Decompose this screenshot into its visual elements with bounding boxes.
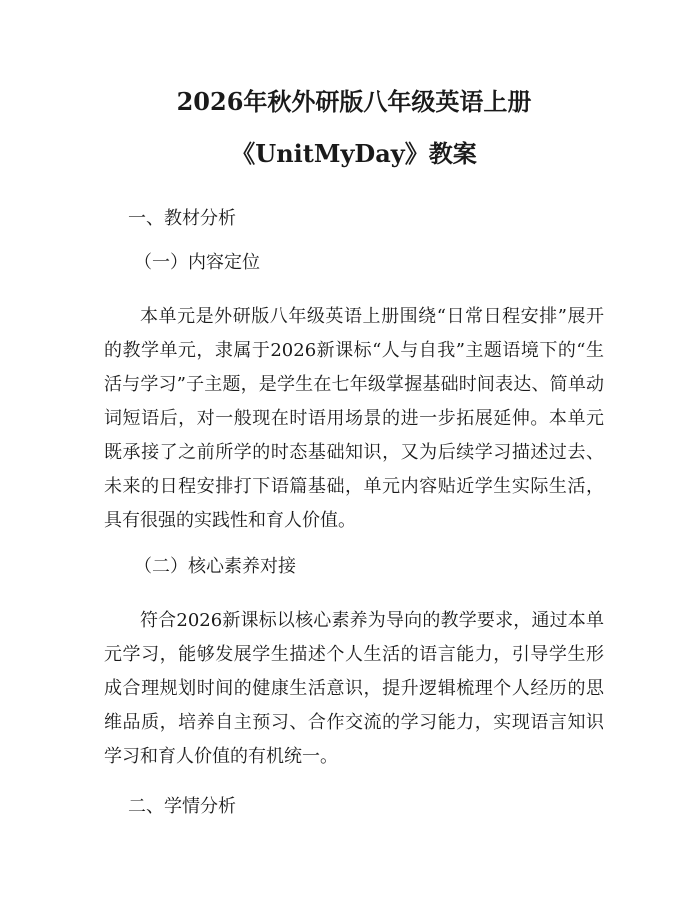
subsection2-heading: （二）核心素养对接 [134,556,296,577]
paragraph-core-competency: 符合2026新课标以核心素养为导向的教学要求，通过本单元学习，能够发展学生描述个人生活的语言能力，引导学生形成合理规划时间的健康生活意识，提升逻辑梳理个人经历的思维品质，培养自主预习、合作交流的学习能力，实现语言知识学习和育人价值的有机统一。 [104,610,604,767]
section2-heading: 二、学情分析 [128,796,236,817]
subsection1-heading: （一）内容定位 [134,252,260,273]
document-title-line2: 《UnitMyDay》教案 [231,139,477,168]
section1-heading: 一、教材分析 [128,208,236,229]
paragraph-content-positioning: 本单元是外研版八年级英语上册围绕“日常日程安排”展开的教学单元，隶属于2026新课标“人与自我”主题语境下的“生活与学习”子主题，是学生在七年级掌握基础时间表达、简单动词短语后，对一般现在时语用场景的进一步拓展延伸。本单元既承接了之前所学的时态基础知识，又为后续学习描述过去、未来的日程安排打下语篇基础，单元内容贴近学生实际生活，具有很强的实践性和育人价值。 [104,306,604,531]
document-title-line1: 2026年秋外研版八年级英语上册 [176,87,532,116]
